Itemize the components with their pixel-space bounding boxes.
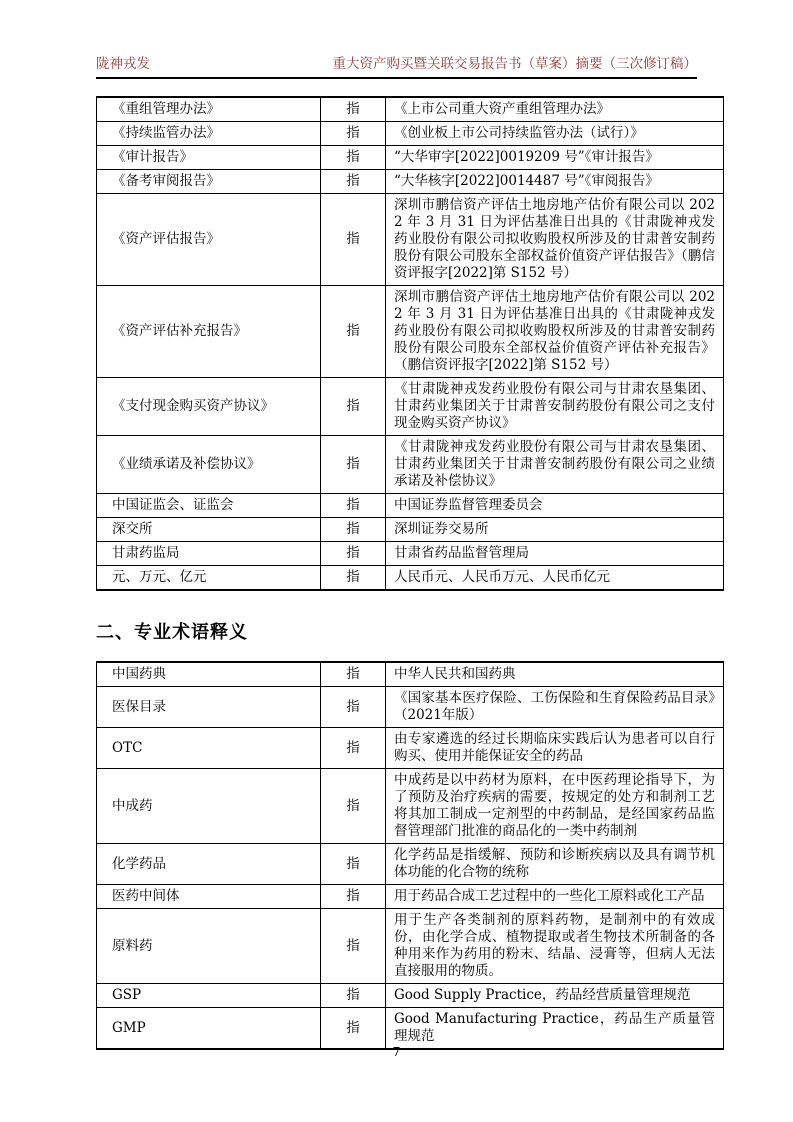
table-row [97,494,724,518]
definition-cell: 深圳证券交易所 [386,518,724,542]
definition-cell: 《甘肃陇神戎发药业股份有限公司与甘肃农垦集团、甘肃药业集团关于甘肃普安制药股份有限公司之业绩承诺及补偿协议》 [386,436,724,494]
page-header [96,52,697,79]
pointer-cell: 指 [321,1008,386,1050]
definition-cell: Good Supply Practice，药品经营质量管理规范 [386,984,724,1008]
definition-cell: 甘肃省药品监督管理局 [386,542,724,566]
header-report-title: 重大资产购买暨关联交易报告书（草案）摘要（三次修订稿） [332,56,697,72]
pointer-cell: 指 [321,378,386,436]
header-company-name: 陇神戎发 [96,56,150,72]
term-cell: OTC [97,728,321,769]
pointer-cell: 指 [321,122,386,146]
pointer-cell: 指 [321,984,386,1008]
table-row [97,687,724,728]
term-cell: 《重组管理办法》 [97,97,321,122]
table-row [97,1008,724,1050]
definition-cell: “大华审字[2022]0019209 号”《审计报告》 [386,146,724,170]
definition-cell: 中国证券监督管理委员会 [386,494,724,518]
pointer-cell: 指 [321,436,386,494]
term-cell: 中国证监会、证监会 [97,494,321,518]
term-cell: 甘肃药监局 [97,542,321,566]
pointer-cell: 指 [321,97,386,122]
definition-cell: 中华人民共和国药典 [386,662,724,687]
table-row [97,662,724,687]
term-cell: 《资产评估报告》 [97,194,321,286]
term-cell: 《备考审阅报告》 [97,170,321,194]
definition-cell: 《创业板上市公司持续监管办法（试行）》 [386,122,724,146]
table-row [97,170,724,194]
term-cell: GSP [97,984,321,1008]
table-row [97,436,724,494]
definition-cell: 人民币元、人民币万元、人民币亿元 [386,566,724,591]
pointer-cell: 指 [321,542,386,566]
definition-cell: 《甘肃陇神戎发药业股份有限公司与甘肃农垦集团、甘肃药业集团关于甘肃普安制药股份有限公司之支付现金购买资产协议》 [386,378,724,436]
definition-cell: 《国家基本医疗保险、工伤保险和生育保险药品目录》（2021年版） [386,687,724,728]
pointer-cell: 指 [321,194,386,286]
definitions-table-general [96,96,724,591]
term-cell: 医药中间体 [97,885,321,909]
table-row [97,542,724,566]
definition-cell: 《上市公司重大资产重组管理办法》 [386,97,724,122]
term-cell: 《业绩承诺及补偿协议》 [97,436,321,494]
definition-cell: “大华核字[2022]0014487 号”《审阅报告》 [386,170,724,194]
definition-cell: Good Manufacturing Practice，药品生产质量管理规范 [386,1008,724,1050]
term-cell: 深交所 [97,518,321,542]
table-row [97,97,724,122]
pointer-cell: 指 [321,170,386,194]
table-row [97,146,724,170]
table-row [97,286,724,378]
table-row [97,378,724,436]
pointer-cell: 指 [321,687,386,728]
term-cell: 元、万元、亿元 [97,566,321,591]
pointer-cell: 指 [321,728,386,769]
table-row [97,122,724,146]
table-row [97,844,724,885]
term-cell: GMP [97,1008,321,1050]
definition-cell: 中成药是以中药材为原料，在中医药理论指导下，为了预防及治疗疾病的需要，按规定的处方和制剂工艺将其加工制成一定剂型的中药制品，是经国家药品监督管理部门批准的商品化的一类中药制剂 [386,769,724,844]
term-cell: 原料药 [97,909,321,984]
table-row [97,769,724,844]
pointer-cell: 指 [321,844,386,885]
term-cell: 化学药品 [97,844,321,885]
pointer-cell: 指 [321,566,386,591]
table-row [97,566,724,591]
term-cell: 中国药典 [97,662,321,687]
pointer-cell: 指 [321,146,386,170]
table-row [97,885,724,909]
definition-cell: 由专家遴选的经过长期临床实践后认为患者可以自行购买、使用并能保证安全的药品 [386,728,724,769]
term-cell: 《支付现金购买资产协议》 [97,378,321,436]
pointer-cell: 指 [321,662,386,687]
table-row [97,909,724,984]
term-cell: 《持续监管办法》 [97,122,321,146]
definition-cell: 化学药品是指缓解、预防和诊断疾病以及具有调节机体功能的化合物的统称 [386,844,724,885]
definition-cell: 用于药品合成工艺过程中的一些化工原料或化工产品 [386,885,724,909]
table-row [97,518,724,542]
term-cell: 《审计报告》 [97,146,321,170]
pointer-cell: 指 [321,494,386,518]
definition-cell: 用于生产各类制剂的原料药物，是制剂中的有效成份，由化学合成、植物提取或者生物技术所制备的各种用来作为药用的粉末、结晶、浸膏等，但病人无法直接服用的物质。 [386,909,724,984]
table-row [97,984,724,1008]
pointer-cell: 指 [321,909,386,984]
term-cell: 中成药 [97,769,321,844]
pointer-cell: 指 [321,286,386,378]
term-cell: 《资产评估补充报告》 [97,286,321,378]
section-heading: 二、专业术语释义 [96,622,248,643]
definition-cell: 深圳市鹏信资产评估土地房地产估价有限公司以 2022 年 3 月 31 日为评估基准日出具的《甘肃陇神戎发药业股份有限公司拟收购股权所涉及的甘肃普安制药股份有限公司股东全部权益价值资产评估报告》（鹏信资评报字[2022]第 S152 号） [386,194,724,286]
pointer-cell: 指 [321,769,386,844]
pointer-cell: 指 [321,885,386,909]
table-row [97,728,724,769]
pointer-cell: 指 [321,518,386,542]
definition-cell: 深圳市鹏信资产评估土地房地产估价有限公司以 2022 年 3 月 31 日为评估基准日出具的《甘肃陇神戎发药业股份有限公司拟收购股权所涉及的甘肃普安制药股份有限公司股东全部权益价值资产评估补充报告》（鹏信资评报字[2022]第 S152 号） [386,286,724,378]
term-cell: 医保目录 [97,687,321,728]
table-row [97,194,724,286]
definitions-table-terminology [96,661,724,1050]
page-number: 7 [392,1044,401,1059]
